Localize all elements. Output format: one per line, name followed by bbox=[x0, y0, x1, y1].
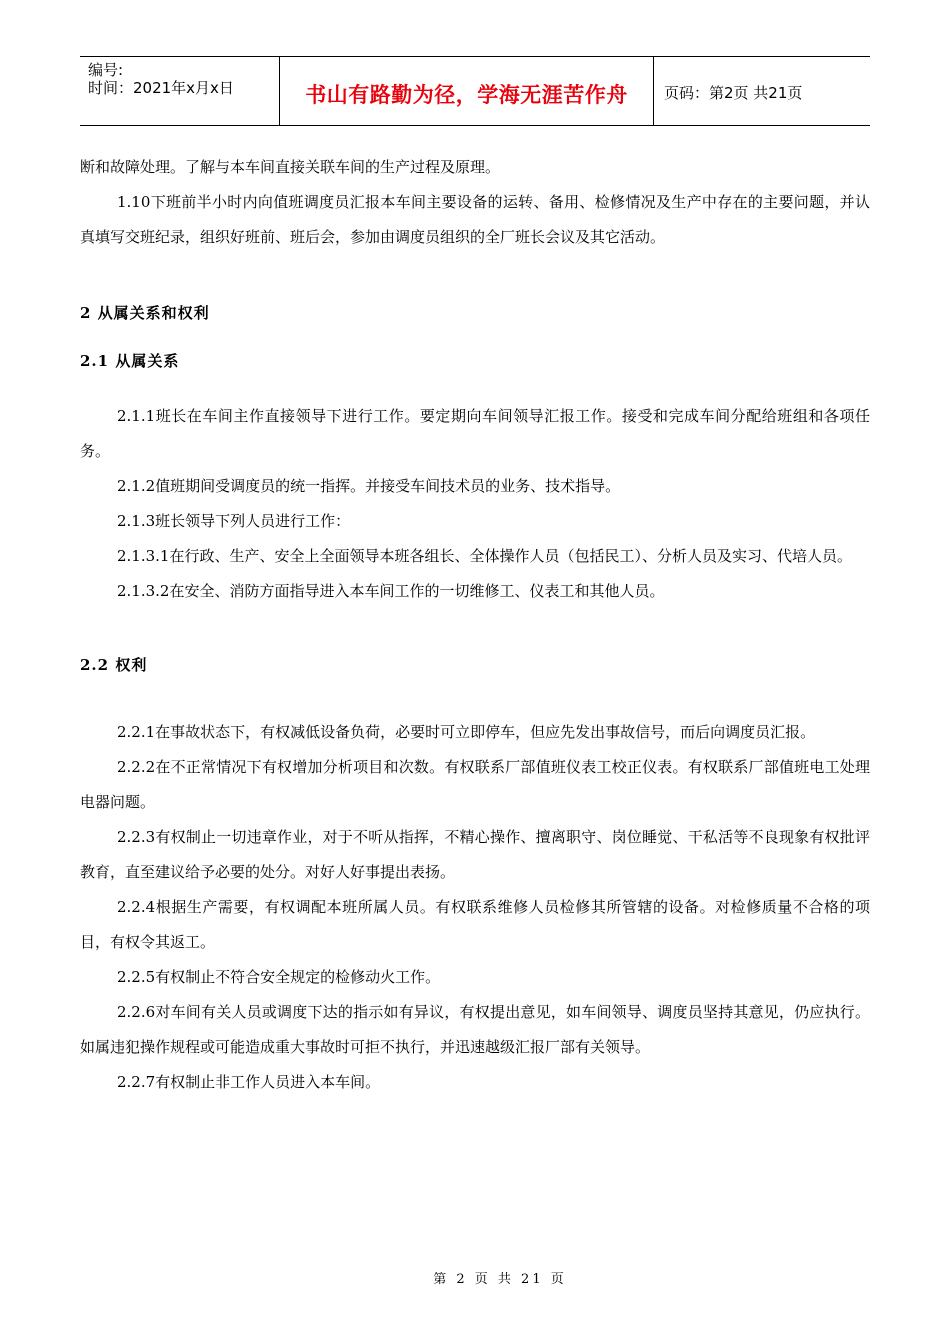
page-header bbox=[80, 56, 870, 126]
header-motto: 书山有路勤为径，学海无涯苦作舟 bbox=[280, 57, 654, 125]
section-2-1-title: 2.1 从属关系 bbox=[80, 352, 180, 370]
paragraph-2-2-4: 2.2.4根据生产需要，有权调配本班所属人员。有权联系维修人员检修其所管辖的设备。对检修质量不合格的项目，有权令其返工。 bbox=[80, 898, 870, 951]
paragraph-2-1-3-1: 2.1.3.1在行政、生产、安全上全面领导本班各组长、全体操作人员（包括民工）、分析人员及实习、代培人员。 bbox=[117, 547, 852, 565]
paragraph-2-2-2: 2.2.2在不正常情况下有权增加分析项目和次数。有权联系厂部值班仪表工校正仪表。有权联系厂部值班电工处理电器问题。 bbox=[80, 758, 870, 811]
paragraph-1-10: 1.10下班前半小时内向值班调度员汇报本车间主要设备的运转、备用、检修情况及生产中存在的主要问题，并认真填写交班纪录，组织好班前、班后会，参加由调度员组织的全厂班长会议及其它活动。 bbox=[80, 193, 870, 246]
document-body bbox=[80, 150, 870, 1100]
document-time: 时间：2021年x月x日 bbox=[88, 79, 234, 97]
paragraph-continuation: 断和故障处理。了解与本车间直接关联车间的生产过程及原理。 bbox=[80, 158, 501, 176]
paragraph-2-1-3-2: 2.1.3.2在安全、消防方面指导进入本车间工作的一切维修工、仪表工和其他人员。 bbox=[117, 582, 665, 600]
page-footer: 第 2 页 共 21 页 bbox=[433, 1272, 567, 1287]
paragraph-2-2-1: 2.2.1在事故状态下，有权减低设备负荷，必要时可立即停车，但应先发出事故信号，而后向调度员汇报。 bbox=[117, 723, 816, 741]
header-page-info: 页码：第2页 共21页 bbox=[664, 83, 803, 102]
paragraph-2-2-5: 2.2.5有权制止不符合安全规定的检修动火工作。 bbox=[117, 968, 441, 986]
paragraph-2-2-6: 2.2.6对车间有关人员或调度下达的指示如有异议，有权提出意见，如车间领导、调度员坚持其意见，仍应执行。如属违犯操作规程或可能造成重大事故时可拒不执行，并迅速越级汇报厂部有关领导。 bbox=[80, 1003, 870, 1056]
paragraph-2-1-2: 2.1.2值班期间受调度员的统一指挥。并接受车间技术员的业务、技术指导。 bbox=[117, 477, 621, 495]
section-2-title: 2 从属关系和权利 bbox=[80, 304, 210, 322]
paragraph-2-2-3: 2.2.3有权制止一切违章作业，对于不听从指挥，不精心操作、擅离职守、岗位睡觉、干私活等不良现象有权批评教育，直至建议给予必要的处分。对好人好事提出表扬。 bbox=[80, 828, 870, 881]
paragraph-2-2-7: 2.2.7有权制止非工作人员进入本车间。 bbox=[117, 1073, 381, 1091]
paragraph-2-1-1: 2.1.1班长在车间主作直接领导下进行工作。要定期向车间领导汇报工作。接受和完成车间分配给班组和各项任务。 bbox=[80, 407, 870, 460]
document-code-label: 编号: bbox=[88, 61, 124, 79]
header-meta bbox=[80, 57, 280, 125]
paragraph-2-1-3: 2.1.3班长领导下列人员进行工作： bbox=[117, 512, 351, 530]
section-2-2-title: 2.2 权利 bbox=[80, 656, 148, 674]
